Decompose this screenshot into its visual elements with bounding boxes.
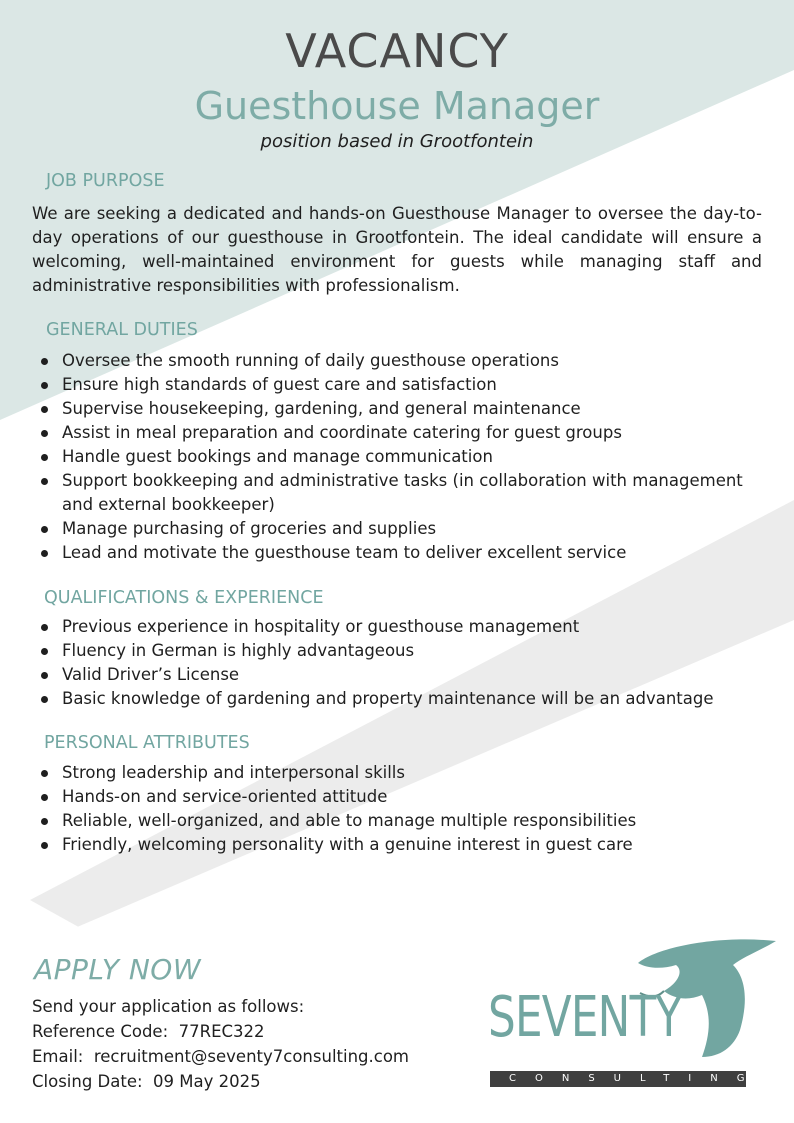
bullet-icon (41, 696, 48, 703)
bullet-icon (41, 672, 48, 679)
bullet-icon (41, 624, 48, 631)
job-purpose-text: We are seeking a dedicated and hands-on Guesthouse Manager to oversee the day-to-day operations of our guesthouse in Grootfontein. The ideal candidate will ensure a welcoming, well-maintained environment for guests while managing staff and administrative responsibilities with professionalism. (32, 204, 762, 295)
list-item: Basic knowledge of gardening and property maintenance will be an advantage (32, 687, 764, 711)
list-item: Valid Driver’s License (32, 663, 764, 687)
bullet-icon (41, 842, 48, 849)
apply-details (32, 994, 409, 1094)
bullet-icon (41, 648, 48, 655)
bullet-icon (41, 818, 48, 825)
list-item: Strong leadership and interpersonal skills (32, 761, 764, 785)
logo-tagline: CONSULTING (490, 1071, 746, 1087)
job-purpose-heading: JOB PURPOSE (46, 171, 165, 191)
list-item: Friendly, welcoming personality with a genuine interest in guest care (32, 833, 764, 857)
list-item: Oversee the smooth running of daily guesthouse operations (32, 349, 764, 373)
list-item: Reliable, well-organized, and able to manage multiple responsibilities (32, 809, 764, 833)
list-item: Support bookkeeping and administrative tasks (in collaboration with management and external bookkeeper) (32, 469, 764, 517)
bullet-icon (41, 430, 48, 437)
list-item: Hands-on and service-oriented attitude (32, 785, 764, 809)
page-title: VACANCY (285, 24, 509, 78)
bullet-icon (41, 794, 48, 801)
bullet-icon (41, 478, 48, 485)
list-item: Lead and motivate the guesthouse team to deliver excellent service (32, 541, 764, 565)
bullet-icon (41, 406, 48, 413)
list-item: Assist in meal preparation and coordinate catering for guest groups (32, 421, 764, 445)
list-item: Handle guest bookings and manage communication (32, 445, 764, 469)
personal-attributes-heading: PERSONAL ATTRIBUTES (44, 733, 250, 753)
list-item: Fluency in German is highly advantageous (32, 639, 764, 663)
bullet-icon (41, 382, 48, 389)
personal-attributes-list (32, 761, 764, 857)
apply-now-heading: APPLY NOW (34, 953, 202, 986)
qualifications-list (32, 615, 764, 711)
bullet-icon (41, 454, 48, 461)
company-logo (488, 935, 778, 1095)
bullet-icon (41, 358, 48, 365)
bullet-icon (41, 550, 48, 557)
reference-code: Reference Code: 77REC322 (32, 1022, 265, 1041)
application-email[interactable]: Email: recruitment@seventy7consulting.com (32, 1047, 410, 1066)
logo-wordmark: SEVENTY (488, 985, 682, 1050)
closing-date: Closing Date: 09 May 2025 (32, 1072, 261, 1091)
general-duties-heading: GENERAL DUTIES (46, 320, 198, 340)
list-item: Previous experience in hospitality or guesthouse management (32, 615, 764, 639)
position-title: Guesthouse Manager (194, 84, 600, 128)
bullet-icon (41, 770, 48, 777)
bullet-icon (41, 526, 48, 533)
general-duties-list (32, 349, 764, 565)
list-item: Supervise housekeeping, gardening, and general maintenance (32, 397, 764, 421)
qualifications-heading: QUALIFICATIONS & EXPERIENCE (44, 588, 324, 608)
list-item: Manage purchasing of groceries and supplies (32, 517, 764, 541)
position-location: position based in Grootfontein (260, 131, 534, 152)
apply-intro: Send your application as follows: (32, 997, 305, 1016)
list-item: Ensure high standards of guest care and satisfaction (32, 373, 764, 397)
